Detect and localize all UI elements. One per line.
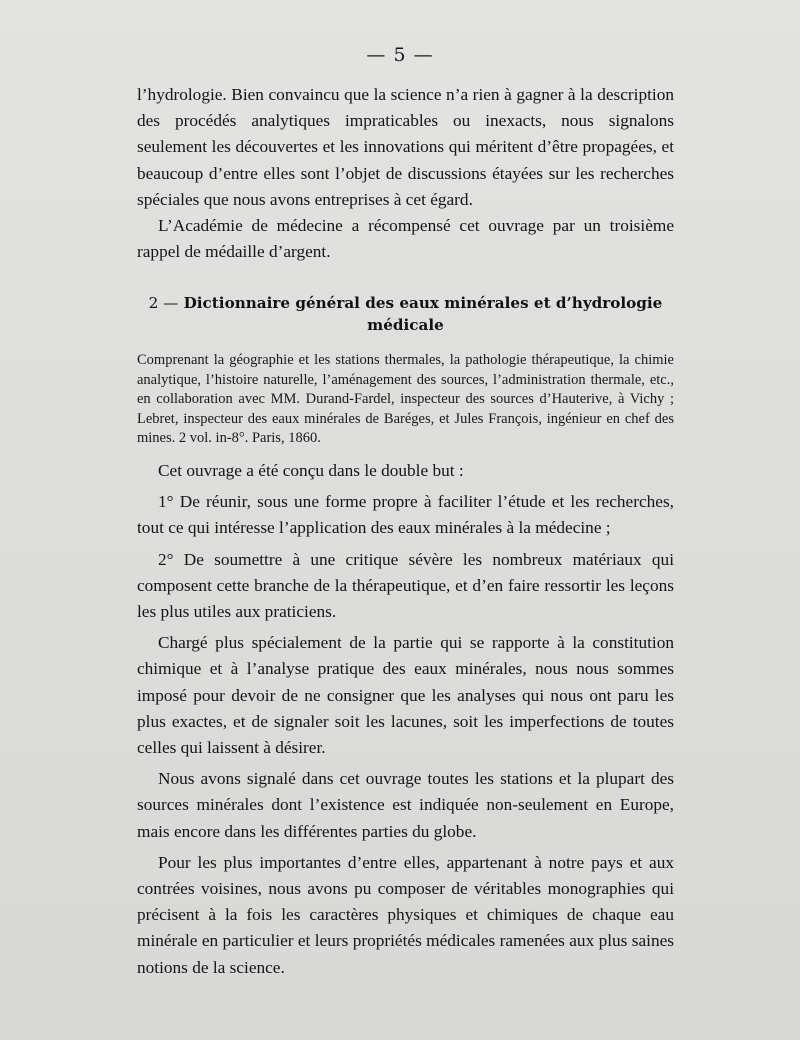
- paragraph-top-2: [137, 213, 674, 265]
- page-number: — 5 —: [366, 44, 434, 66]
- paragraph-main-3: 2° De soumettre à une critique sévère les nombreux matériaux qui composent cette branche de la thérapeutique, et d’en faire ressortir les leçons les plus utiles aux praticiens.: [137, 549, 674, 622]
- paragraph-main-6: Pour les plus importantes d’entre elles, appartenant à notre pays et aux contrées voisines, nous avons pu composer de véritables monographies qui précisent à la fois les caractères physiques et chimiques de chaque eau minérale en particulier et leurs propriétés médicales ramenées aux plus saines notions de la science.: [137, 852, 674, 977]
- section-description: Comprenant la géographie et les stations thermales, la pathologie thérapeutique, la chimie analytique, l’histoire naturelle, l’aménagement des sources, l’administration thermale, etc., en collaboration avec MM. Durand-Fardel, inspecteur des sources d’Hauterive, à Vichy ; Lebret, inspecteur des eaux minérales de Baréges, et Jules François, ingénieur en chef des mines. 2 vol. in-8°. Paris, 1860.: [137, 352, 674, 446]
- paragraph-main-5: Nous avons signalé dans cet ouvrage toutes les stations et la plupart des sources minérales dont l’existence est indiquée non-seulement en Europe, mais encore dans les différentes parties du globe.: [137, 769, 674, 841]
- main-paragraphs: [137, 458, 674, 981]
- paragraph-main-1: Cet ouvrage a été conçu dans le double but :: [158, 461, 464, 480]
- paragraph-main-4: Chargé plus spécialement de la partie qui se rapporte à la constitution chimique et à l’analyse pratique des eaux minérales, nous nous sommes imposé pour devoir de ne consigner que les analyses qui nous ont paru les plus exactes, et de signaler soit les lacunes, soit les imperfections de toutes celles qui laissent à désirer.: [137, 633, 674, 758]
- section-heading: [137, 292, 674, 336]
- paragraph-text: L’Académie de médecine a récompensé cet ouvrage par un troisième rappel de médaille d’argent.: [137, 216, 674, 262]
- section-number: 2 —: [148, 294, 179, 312]
- paragraph-main-2: 1° De réunir, sous une forme propre à faciliter l’étude et les recherches, tout ce qui intéresse l’application des eaux minérales à la médecine ;: [137, 492, 674, 538]
- paragraph-top-1: [137, 82, 674, 213]
- paragraph-text: l’hydrologie. Bien convaincu que la science n’a rien à gagner à la description des procédés analytiques impraticables ou inexacts, nous signalons seulement les découvertes et les innovations qui méritent d’être propagées, et beaucoup d’entre elles sont l’objet de discussions étayées sur les recherches spéciales que nous avons entreprises à cet égard.: [137, 85, 674, 209]
- section-title: Dictionnaire général des eaux minérales et d’hydrologie médicale: [183, 294, 663, 334]
